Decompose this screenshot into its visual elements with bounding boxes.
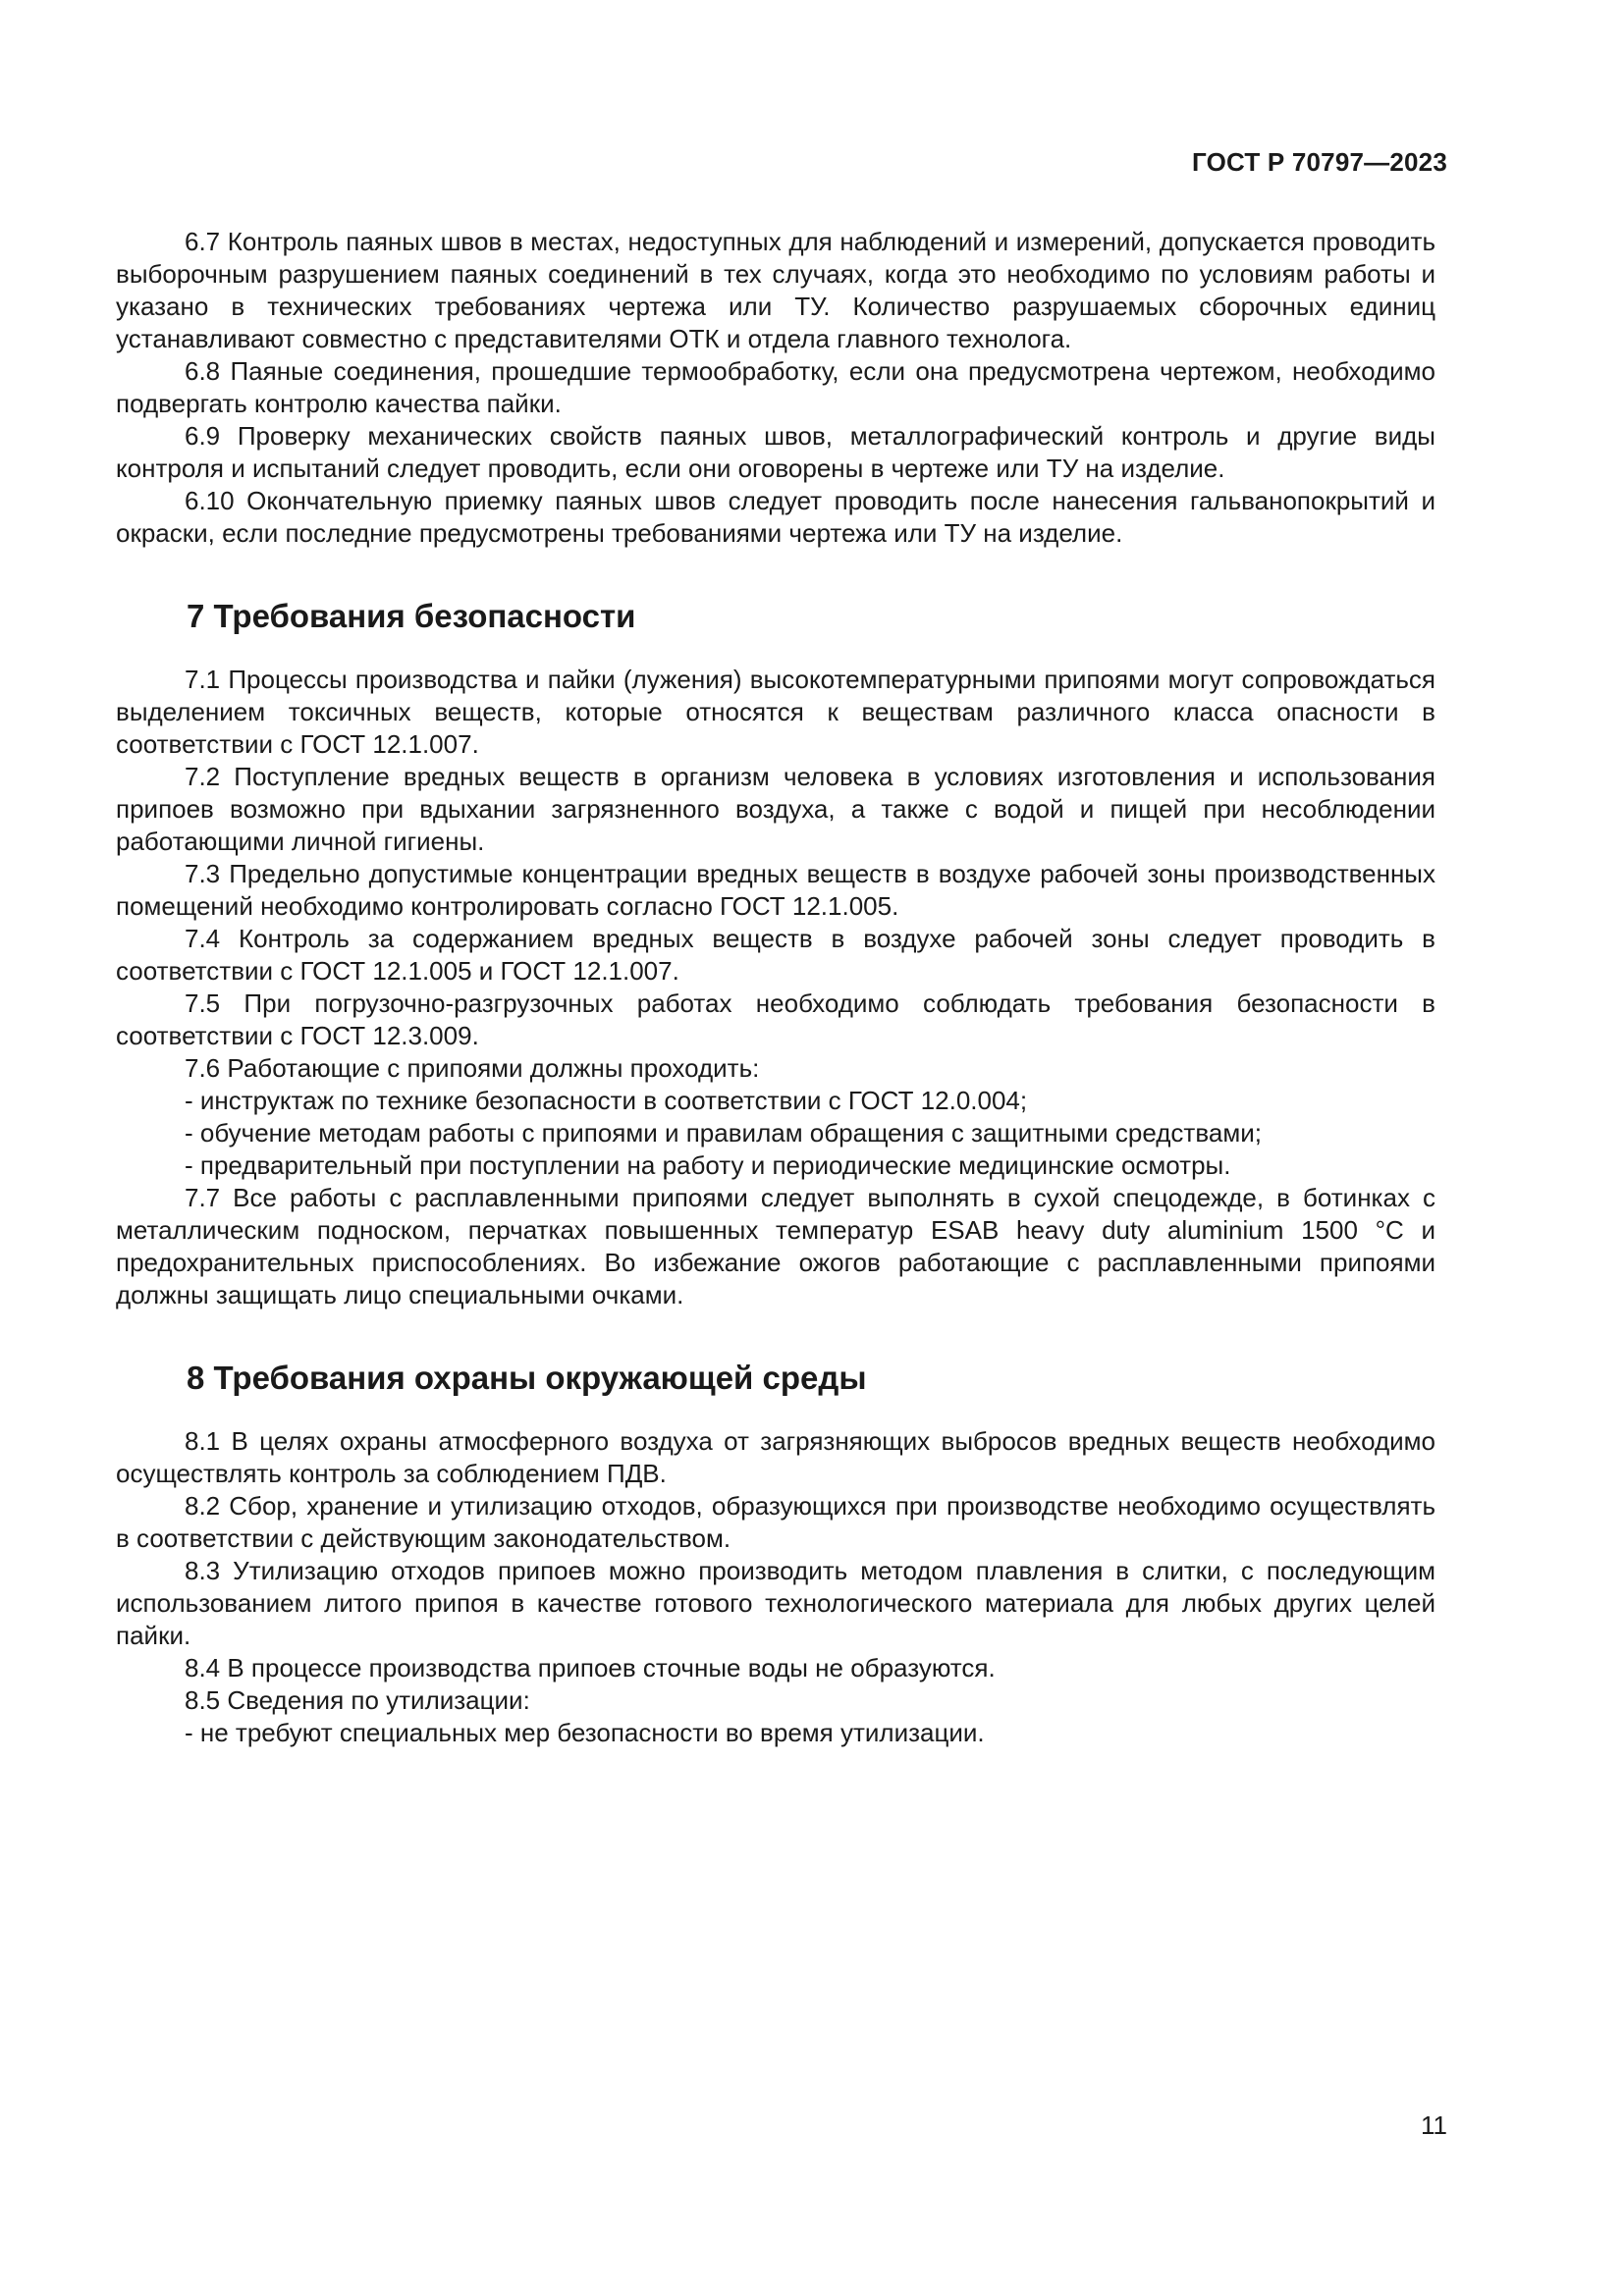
document-code: ГОСТ Р 70797—2023	[1192, 147, 1447, 177]
paragraph-8-1: 8.1 В целях охраны атмосферного воздуха от загрязняющих выбросов вредных веществ необходимо осуществлять контроль за соблюдением ПДВ.	[116, 1426, 1435, 1488]
paragraph-8-2: 8.2 Сбор, хранение и утилизацию отходов, образующихся при производстве необходимо осуществлять в соответствии с действующим законодательством.	[116, 1491, 1435, 1553]
paragraph-6-8: 6.8 Паяные соединения, прошедшие термообработку, если она предусмотрена чертежом, необходимо подвергать контролю качества пайки.	[116, 356, 1435, 418]
list-item: - инструктаж по технике безопасности в соответствии с ГОСТ 12.0.004;	[185, 1086, 1028, 1115]
list-item: - предварительный при поступлении на работу и периодические медицинские осмотры.	[185, 1150, 1231, 1180]
section-7-heading: 7 Требования безопасности	[187, 598, 636, 634]
list-item: - не требуют специальных мер безопасности во время утилизации.	[185, 1718, 985, 1747]
paragraph-7-3: 7.3 Предельно допустимые концентрации вредных веществ в воздухе рабочей зоны производственных помещений необходимо контролировать согласно ГОСТ 12.1.005.	[116, 859, 1435, 921]
document-body	[116, 226, 1435, 1749]
list-item: - обучение методам работы с припоями и правилам обращения с защитными средствами;	[185, 1118, 1262, 1148]
paragraph-7-2: 7.2 Поступление вредных веществ в организм человека в условиях изготовления и использования припоев возможно при вдыхании загрязненного воздуха, а также с водой и пищей при несоблюдении работающими личной гигиены.	[116, 762, 1435, 856]
paragraph-6-9: 6.9 Проверку механических свойств паяных швов, металлографический контроль и другие виды контроля и испытаний следует проводить, если они оговорены в чертеже или ТУ на изделие.	[116, 421, 1435, 483]
paragraph-7-5: 7.5 При погрузочно-разгрузочных работах необходимо соблюдать требования безопасности в соответствии с ГОСТ 12.3.009.	[116, 988, 1435, 1050]
paragraph-8-5: 8.5 Сведения по утилизации:	[185, 1685, 530, 1715]
paragraph-7-6: 7.6 Работающие с припоями должны проходить:	[185, 1053, 760, 1083]
paragraph-6-10: 6.10 Окончательную приемку паяных швов следует проводить после нанесения гальванопокрытий и окраски, если последние предусмотрены требованиями чертежа или ТУ на изделие.	[116, 486, 1435, 548]
page-number: 11	[1421, 2110, 1447, 2140]
section-8-heading: 8 Требования охраны окружающей среды	[187, 1360, 867, 1396]
paragraph-7-4: 7.4 Контроль за содержанием вредных веществ в воздухе рабочей зоны следует проводить в соответствии с ГОСТ 12.1.005 и ГОСТ 12.1.007.	[116, 924, 1435, 986]
paragraph-8-3: 8.3 Утилизацию отходов припоев можно производить методом плавления в слитки, с последующим использованием литого припоя в качестве готового технологического материала для любых других целей пайки.	[116, 1556, 1435, 1650]
paragraph-6-7: 6.7 Контроль паяных швов в местах, недоступных для наблюдений и измерений, допускается проводить выборочным разрушением паяных соединений в тех случаях, когда это необходимо по условиям работы и указано в технических требованиях чертежа или ТУ. Количество разрушаемых сборочных единиц устанавливают совместно с представителями ОТК и отдела главного технолога.	[116, 227, 1435, 353]
paragraph-7-1: 7.1 Процессы производства и пайки (лужения) высокотемпературными припоями могут сопровождаться выделением токсичных веществ, которые относятся к веществам различного класса опасности в соответствии с ГОСТ 12.1.007.	[116, 665, 1435, 759]
paragraph-8-4: 8.4 В процессе производства припоев сточные воды не образуются.	[185, 1653, 996, 1682]
paragraph-7-7: 7.7 Все работы с расплавленными припоями следует выполнять в сухой спецодежде, в ботинках с металлическим подноском, перчатках повышенных температур ESAB heavy duty aluminium 1500 °C и предохранительных приспособлениях. Во избежание ожогов работающие с расплавленными припоями должны защищать лицо специальными очками.	[116, 1183, 1435, 1309]
